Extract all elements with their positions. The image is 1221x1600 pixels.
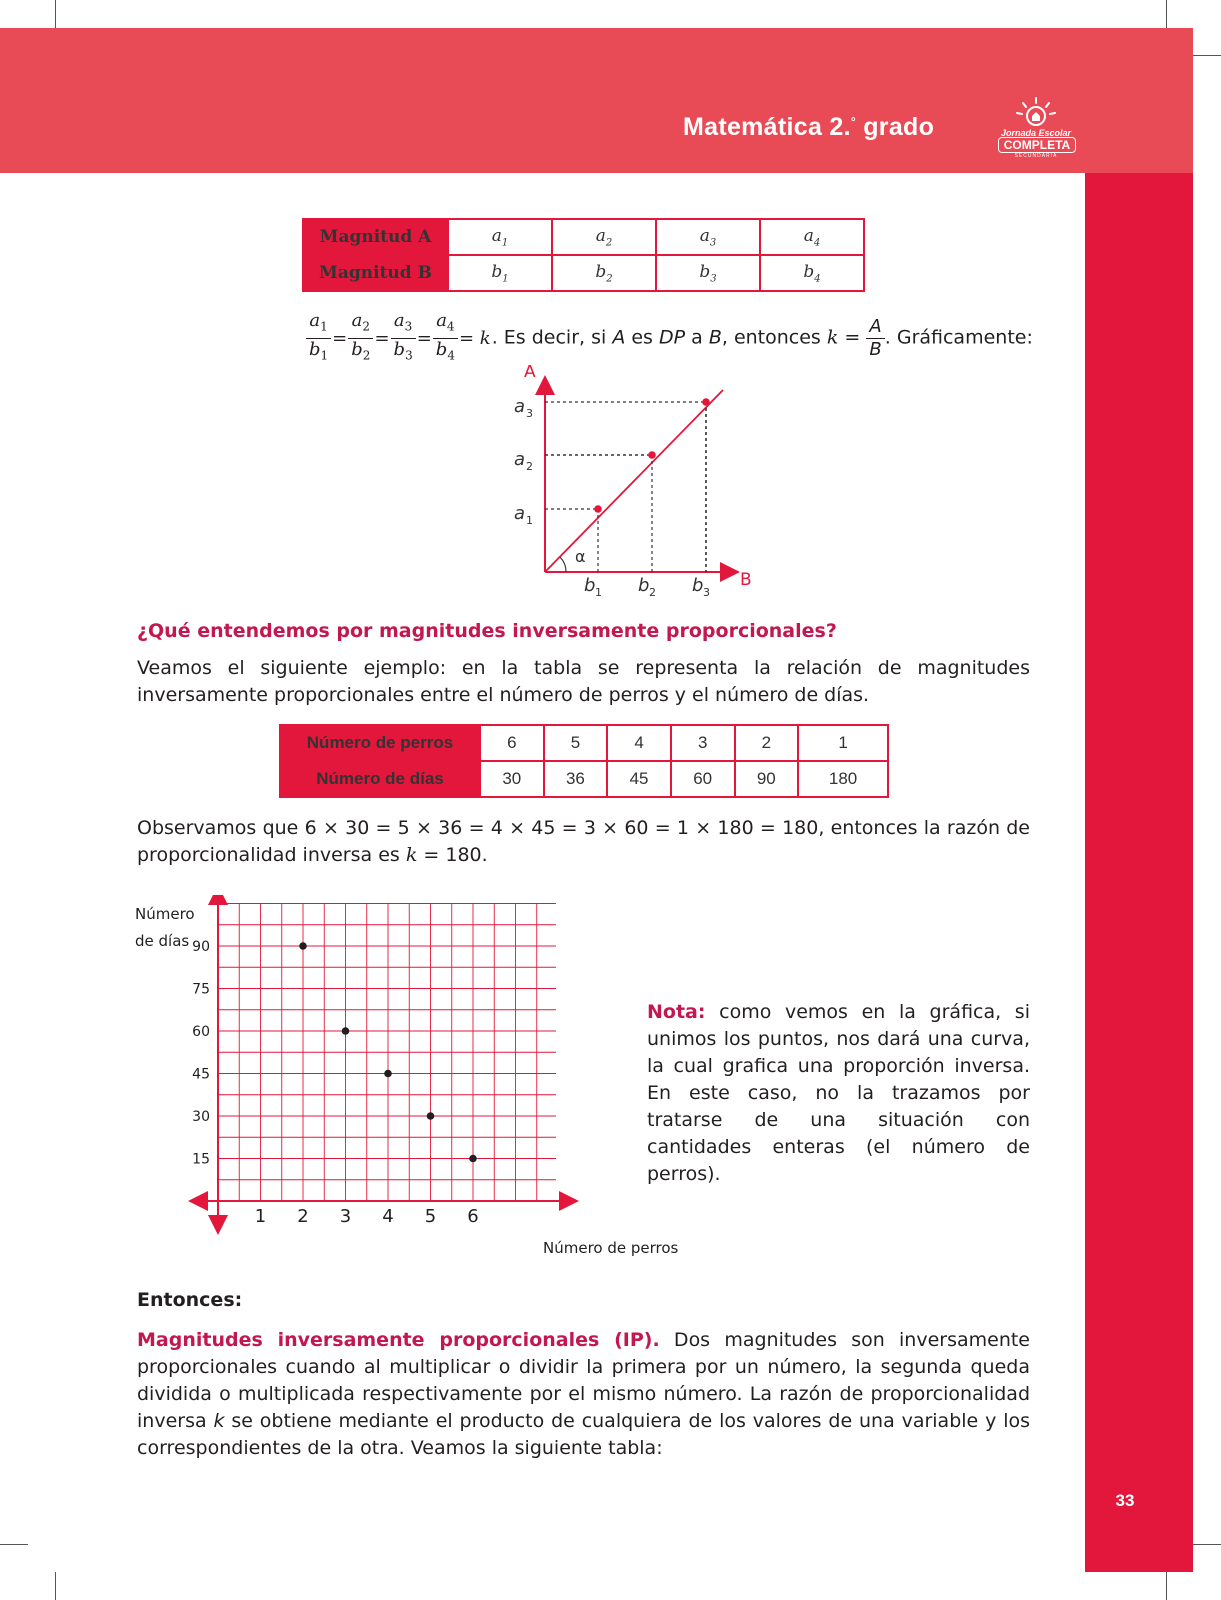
x-axis-label: Número de perros [543, 1239, 679, 1257]
crop-mark [1193, 55, 1221, 56]
intro-paragraph: Veamos el siguiente ejemplo: en la tabla se representa la relación de magnitudes inversamente proporcionales entre el número de perros y el número de días. [137, 657, 1030, 706]
table-cell: 3 [671, 725, 735, 761]
table-cell: 36 [544, 761, 608, 797]
fraction: $\frac{a_4}{b_4}$ [433, 310, 458, 366]
y-tick-label: 60 [192, 1024, 210, 1040]
subscript: 1 [595, 586, 602, 599]
inverse-proportion-chart [130, 895, 690, 1265]
point [702, 398, 710, 406]
angle-label: α [575, 547, 586, 566]
data-point [299, 942, 307, 950]
crop-mark [1193, 1544, 1221, 1545]
data-point [469, 1155, 477, 1163]
proportion-formula: $\frac{a_1}{b_1}$ = $\frac{a_2}{b_2}$ = $\frac{a_3}{b_3}$ = $\frac{a_4}{b_4}$ = k. Es decir, si A es DP a B, entonces k = $\frac{A}{B}$ . Gráficamente: [306, 310, 1026, 366]
side-bar [1085, 173, 1193, 1572]
table-row [303, 219, 864, 255]
x-tick-label: 4 [382, 1206, 394, 1227]
table-cell: $b_2$ [552, 255, 656, 291]
table-row [280, 725, 888, 761]
fraction: $\frac{a_2}{b_2}$ [348, 310, 373, 366]
y-tick-label: 30 [192, 1109, 210, 1125]
point [648, 451, 656, 459]
data-point [384, 1070, 392, 1078]
table-cell: $a_2$ [552, 219, 656, 255]
axis-label-b: B [740, 570, 752, 590]
magnitudes-table [302, 218, 865, 292]
tick-label: a [514, 396, 526, 417]
row-header: Número de perros [280, 725, 480, 761]
x-tick-label: 3 [339, 1206, 352, 1227]
y-axis-label: de días [135, 932, 190, 950]
table-cell: 6 [480, 725, 544, 761]
entonces-heading: Entonces: [137, 1289, 243, 1311]
fraction: $\frac{a_1}{b_1}$ [306, 310, 331, 366]
table-cell: 4 [607, 725, 671, 761]
x-tick-label: 2 [297, 1206, 309, 1227]
data-point [427, 1112, 435, 1120]
table-cell: 60 [671, 761, 735, 797]
table-cell: $a_1$ [448, 219, 552, 255]
direct-proportion-graph [500, 365, 770, 605]
subscript: 2 [649, 586, 656, 599]
table-cell: 5 [544, 725, 608, 761]
x-tick-label: 6 [467, 1206, 479, 1227]
point [594, 505, 602, 513]
definition-paragraph: Magnitudes inversamente proporcionales (IP). Dos magnitudes son inversamente proporcionales cuando al multiplicar o dividir la primera por un número, la segunda queda dividida o multiplicada respectivamente por el mismo número. La razón de proporcionalidad inversa k se obtiene mediante el producto de cualquiera de los valores de una variable y los correspondientes de la otra. Veamos la siguiente tabla: [137, 1329, 1030, 1459]
tick-label: a [514, 449, 526, 470]
table-cell: $a_3$ [656, 219, 760, 255]
axis-label-a: A [524, 365, 536, 382]
table-row [280, 761, 888, 797]
y-tick-label: 15 [192, 1151, 210, 1168]
table-cell: $a_4$ [760, 219, 864, 255]
tick-label: b [584, 575, 596, 596]
observation-paragraph: Observamos que 6 × 30 = 5 × 36 = 4 × 45 = 3 × 60 = 1 × 180 = 180, entonces la razón de proporcionalidad inversa es k = 180. [137, 817, 1030, 866]
fraction: $\frac{a_3}{b_3}$ [391, 310, 416, 366]
tick-label: a [514, 503, 526, 524]
chart-grid [218, 903, 556, 1201]
row-header: Magnitud A [303, 219, 448, 255]
table-cell: 90 [735, 761, 799, 797]
section-heading: ¿Qué entendemos por magnitudes inversamente proporcionales? [137, 620, 837, 642]
table-cell: 45 [607, 761, 671, 797]
crop-mark [55, 1572, 56, 1600]
crop-mark [0, 1544, 28, 1545]
dogs-days-table [279, 724, 889, 798]
table-cell: 180 [798, 761, 888, 797]
tick-label: b [638, 575, 650, 596]
note-paragraph: Nota: como vemos en la gráfica, si unimos los puntos, nos dará una curva, la cual grafica una proporción inversa. En este caso, no la trazamos por tratarse de una situación con cantidades enteras (el número de perros). [647, 1001, 1030, 1185]
table-cell: 1 [798, 725, 888, 761]
table-cell: $b_3$ [656, 255, 760, 291]
table-row [303, 255, 864, 291]
table-cell: $b_1$ [448, 255, 552, 291]
crop-mark [55, 0, 56, 28]
data-point [342, 1027, 350, 1035]
y-axis-label: Número [135, 905, 195, 923]
y-tick-label: 90 [192, 939, 210, 955]
page-number: 33 [1115, 1491, 1135, 1510]
subscript: 2 [526, 460, 533, 473]
angle-arc [560, 557, 566, 572]
x-tick-label: 1 [254, 1206, 267, 1227]
row-header: Número de días [280, 761, 480, 797]
chart-axes [192, 895, 575, 1231]
table-cell: 2 [735, 725, 799, 761]
crop-mark [1166, 0, 1167, 28]
row-header: Magnitud B [303, 255, 448, 291]
page-title: Matemática 2.° grado [683, 113, 935, 141]
x-tick-label: 5 [424, 1206, 437, 1227]
subscript: 3 [526, 407, 533, 420]
chart-ticks [192, 939, 479, 1227]
table-cell: $b_4$ [760, 255, 864, 291]
school-logo: Jornada Escolar COMPLETA SECUNDARIA [995, 95, 1077, 157]
y-tick-label: 75 [192, 981, 210, 998]
y-tick-label: 45 [192, 1066, 210, 1083]
proportion-line [545, 390, 723, 572]
fraction: $\frac{A}{B}$ [866, 316, 884, 361]
table-cell: 30 [480, 761, 544, 797]
subscript: 3 [703, 586, 710, 599]
tick-label: b [692, 575, 704, 596]
crop-mark [1166, 1572, 1167, 1600]
subscript: 1 [526, 514, 533, 527]
